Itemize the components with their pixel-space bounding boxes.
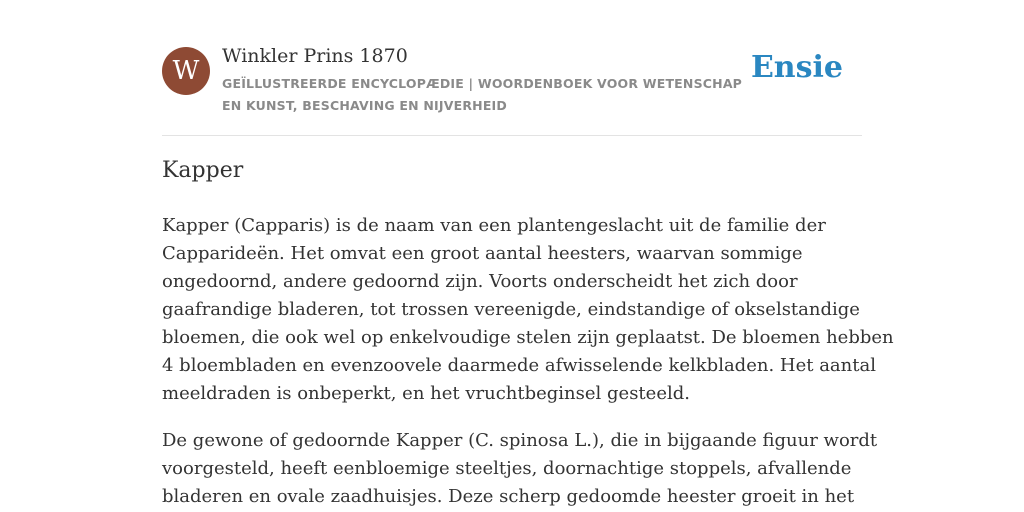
entry-paragraph — [162, 212, 894, 408]
header-divider — [162, 135, 862, 136]
source-subtitle: GEÏLLUSTREERDE ENCYCLOPÆDIE | WOORDENBOEK VOOR WETENSCHAP EN KUNST, BESCHAVING EN NIJVERHEID — [222, 76, 743, 113]
text-line: Kapper (Capparis) is de naam van een plantengeslacht uit de familie der — [162, 215, 826, 236]
source-header — [162, 44, 862, 136]
text-line: De gewone of gedoornde Kapper (C. spinosa L.), die in bijgaande figuur wordt — [162, 430, 878, 451]
text-line: 4 bloembladen en evenzoovele daarmede afwisselende kelkbladen. Het aantal — [162, 355, 876, 376]
entry-paragraph — [162, 427, 878, 511]
entry-title: Kapper — [162, 158, 244, 183]
text-line: ongedoornd, andere gedoornd zijn. Voorts onderscheidt het zich door — [162, 271, 798, 292]
text-line: bladeren en ovale zaadhuisjes. Deze scherp gedoomde heester groeit in het — [162, 486, 855, 507]
text-line: Capparideën. Het omvat een groot aantal heesters, waarvan sommige — [162, 243, 803, 264]
text-line: meeldraden is onbeperkt, en het vruchtbeginsel gesteeld. — [162, 383, 690, 404]
source-title[interactable]: Winkler Prins 1870 — [222, 45, 408, 67]
text-line: bloemen, die ook wel op enkelvoudige stelen zijn geplaatst. De bloemen hebben — [162, 327, 894, 348]
source-avatar[interactable]: W — [162, 47, 210, 95]
ensie-logo[interactable]: Ensie — [750, 50, 843, 85]
entry-body — [162, 212, 894, 512]
text-line: voorgesteld, heeft eenbloemige steeltjes, doornachtige stoppels, afvallende — [162, 458, 852, 479]
text-line: gaafrandige bladeren, tot trossen vereenigde, eindstandige of okselstandige — [162, 299, 860, 320]
